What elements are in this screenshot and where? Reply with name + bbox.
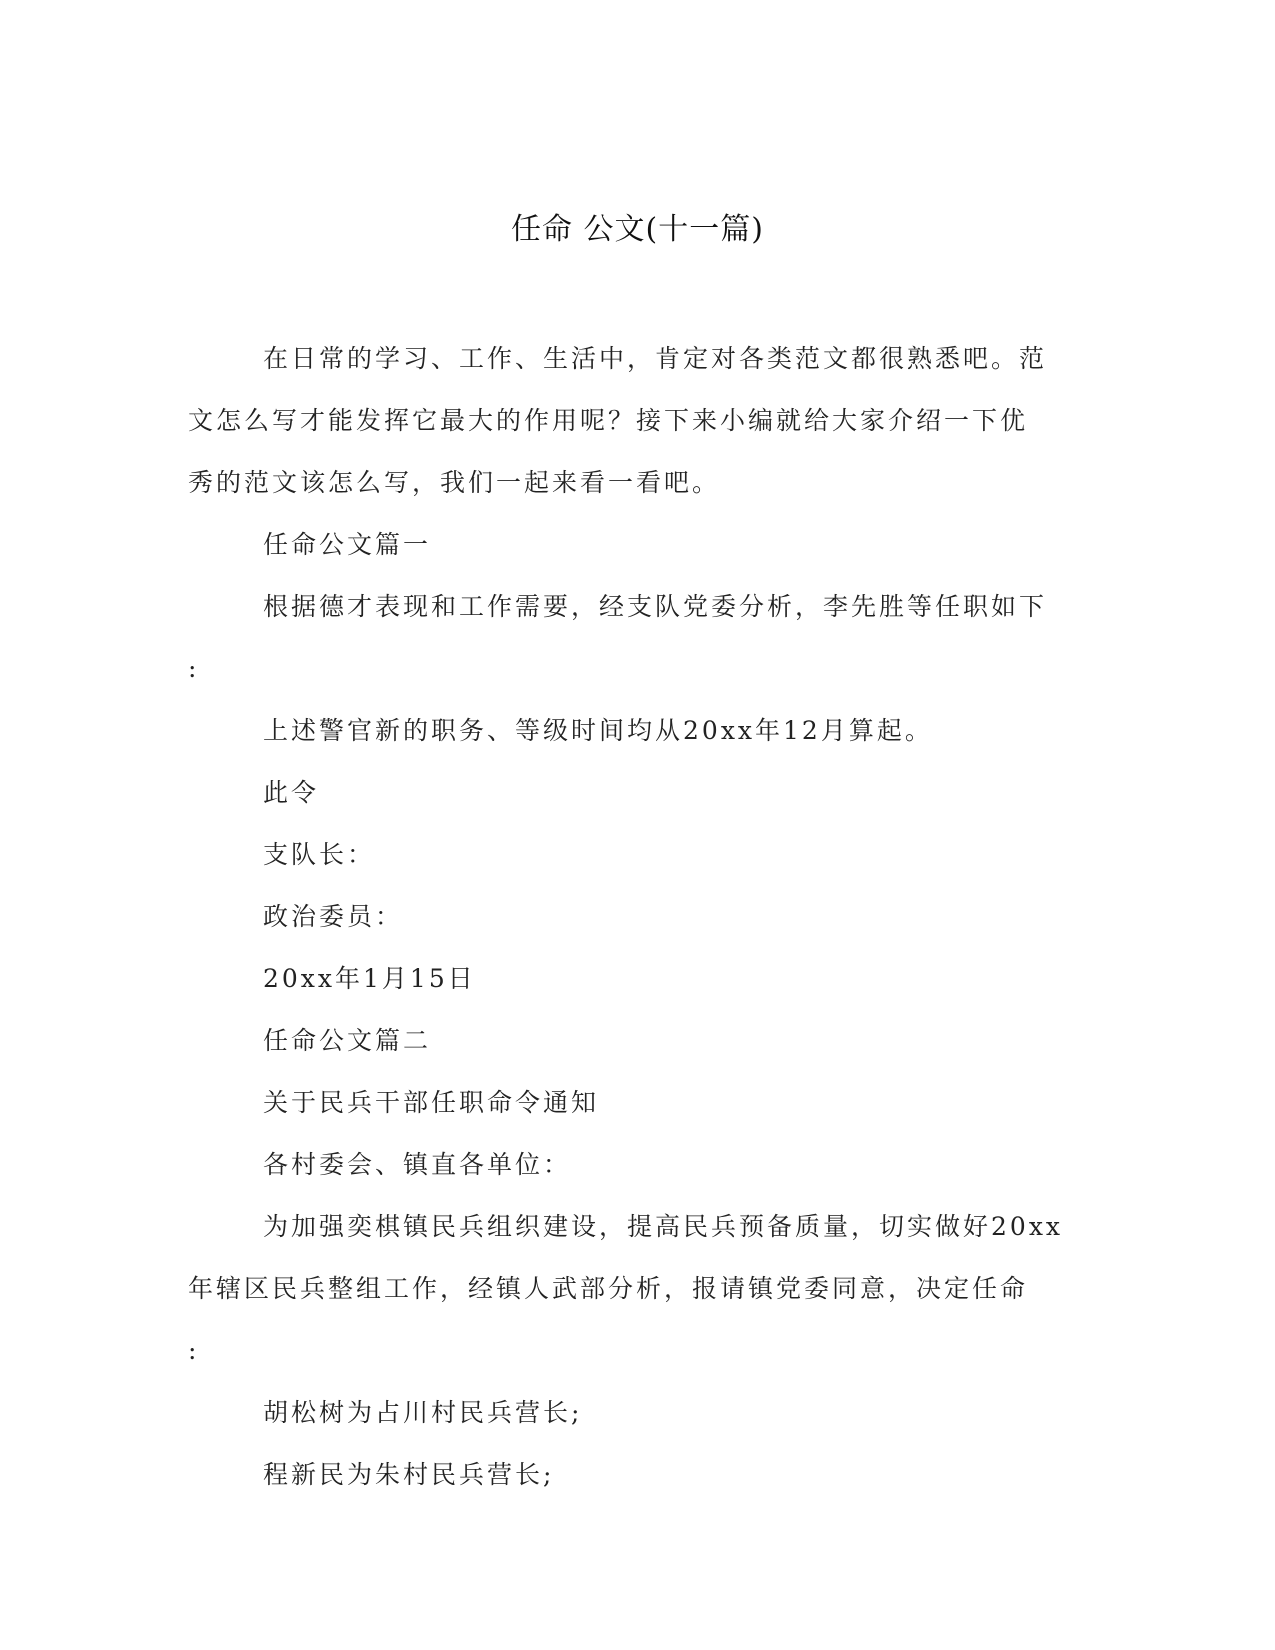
- date-line: 20xx年1月15日: [263, 964, 476, 993]
- signature-line: 政治委员：: [263, 902, 404, 931]
- paragraph-line: :: [188, 654, 200, 683]
- paragraph-line: 为加强奕棋镇民兵组织建设，提高民兵预备质量，切实做好20xx: [263, 1212, 1064, 1241]
- document-body: [188, 328, 1068, 1506]
- paragraph-line: 此令: [263, 778, 320, 807]
- paragraph-line: 关于民兵干部任职命令通知: [263, 1088, 600, 1117]
- section-heading: 任命公文篇一: [263, 530, 432, 559]
- section-heading: 任命公文篇二: [263, 1026, 432, 1055]
- paragraph-line: 程新民为朱村民兵营长;: [263, 1460, 555, 1489]
- signature-line: 支队长：: [263, 840, 376, 869]
- paragraph-line: 秀的范文该怎么写，我们一起来看一看吧。: [188, 468, 721, 497]
- paragraph-line: 各村委会、镇直各单位：: [263, 1150, 572, 1179]
- paragraph-line: 上述警官新的职务、等级时间均从20xx年12月算起。: [263, 716, 933, 745]
- paragraph-line: 根据德才表现和工作需要，经支队党委分析，李先胜等任职如下: [263, 592, 1048, 621]
- paragraph-line: 年辖区民兵整组工作，经镇人武部分析，报请镇党委同意，决定任命: [188, 1274, 1029, 1303]
- paragraph-line: 胡松树为占川村民兵营长;: [263, 1398, 583, 1427]
- paragraph-line: 在日常的学习、工作、生活中，肯定对各类范文都很熟悉吧。范: [263, 344, 1048, 373]
- paragraph-line: :: [188, 1336, 200, 1365]
- document-title: 任命 公文(十一篇): [511, 212, 764, 247]
- paragraph-line: 文怎么写才能发挥它最大的作用呢？接下来小编就给大家介绍一下优: [188, 406, 1029, 435]
